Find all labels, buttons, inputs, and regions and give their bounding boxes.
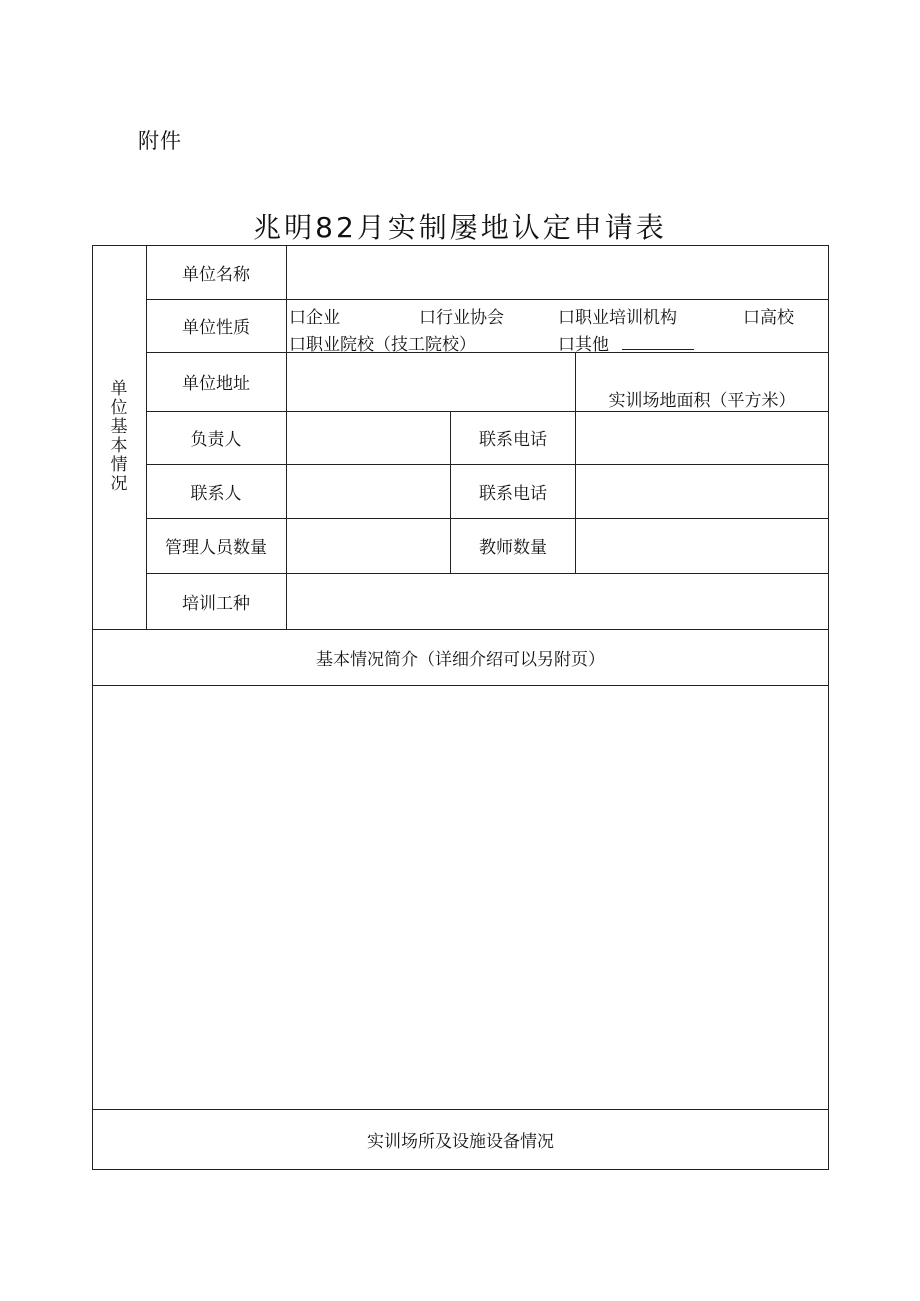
contact-phone-field[interactable] — [576, 465, 828, 518]
section-label-char: 基 — [110, 417, 128, 437]
training-trades-field[interactable] — [287, 574, 828, 629]
basic-info-section-label — [92, 380, 146, 494]
unit-address-label: 单位地址 — [182, 374, 250, 394]
teachers-count-label: 教师数量 — [479, 538, 547, 558]
contact-phone-label: 联系电话 — [479, 483, 547, 504]
attachment-label: 附件 — [138, 129, 182, 153]
contact-person-label: 联系人 — [190, 483, 242, 504]
checkbox-enterprise[interactable]: 口企业 — [289, 308, 340, 328]
basic-intro-heading: 基本情况简介（详细介绍可以另附页） — [316, 649, 605, 670]
phone-label: 联系电话 — [479, 430, 547, 450]
training-trades-label: 培训工种 — [182, 593, 250, 614]
managers-count-label: 管理人员数量 — [165, 538, 267, 558]
unit-type-label: 单位性质 — [182, 318, 250, 338]
phone-field[interactable] — [576, 412, 828, 464]
checkbox-industry-association[interactable]: 口行业协会 — [419, 308, 504, 328]
contact-person-field[interactable] — [287, 465, 450, 518]
site-area-label: 实训场地面积（平方米） — [608, 390, 796, 411]
section-label-char: 情 — [110, 455, 128, 475]
facilities-heading: 实训场所及设施设备情况 — [367, 1131, 554, 1152]
section-label-char: 本 — [110, 436, 128, 456]
basic-intro-field[interactable] — [93, 686, 828, 1109]
unit-name-label: 单位名称 — [182, 264, 250, 285]
checkbox-other[interactable] — [558, 330, 694, 355]
section-label-char: 单 — [110, 379, 128, 399]
unit-address-field[interactable] — [287, 353, 575, 411]
table-border-right — [828, 245, 829, 1170]
section-label-char: 位 — [110, 398, 128, 418]
other-option-label: 口其他 — [558, 335, 609, 355]
checkbox-training-institution[interactable]: 口职业培训机构 — [558, 308, 677, 328]
teachers-count-field[interactable] — [576, 519, 828, 573]
checkbox-university[interactable]: 口高校 — [743, 308, 794, 328]
unit-name-field[interactable] — [287, 246, 828, 299]
form-title: 兆明82月实制屡地认定申请表 — [253, 211, 667, 244]
person-in-charge-field[interactable] — [287, 412, 450, 464]
managers-count-field[interactable] — [287, 519, 450, 573]
other-blank-field[interactable] — [622, 335, 694, 350]
section-label-char: 况 — [110, 474, 128, 494]
table-border-bottom — [92, 1169, 829, 1170]
checkbox-vocational-college[interactable]: 口职业院校（技工院校） — [289, 335, 476, 355]
person-in-charge-label: 负责人 — [190, 430, 242, 450]
